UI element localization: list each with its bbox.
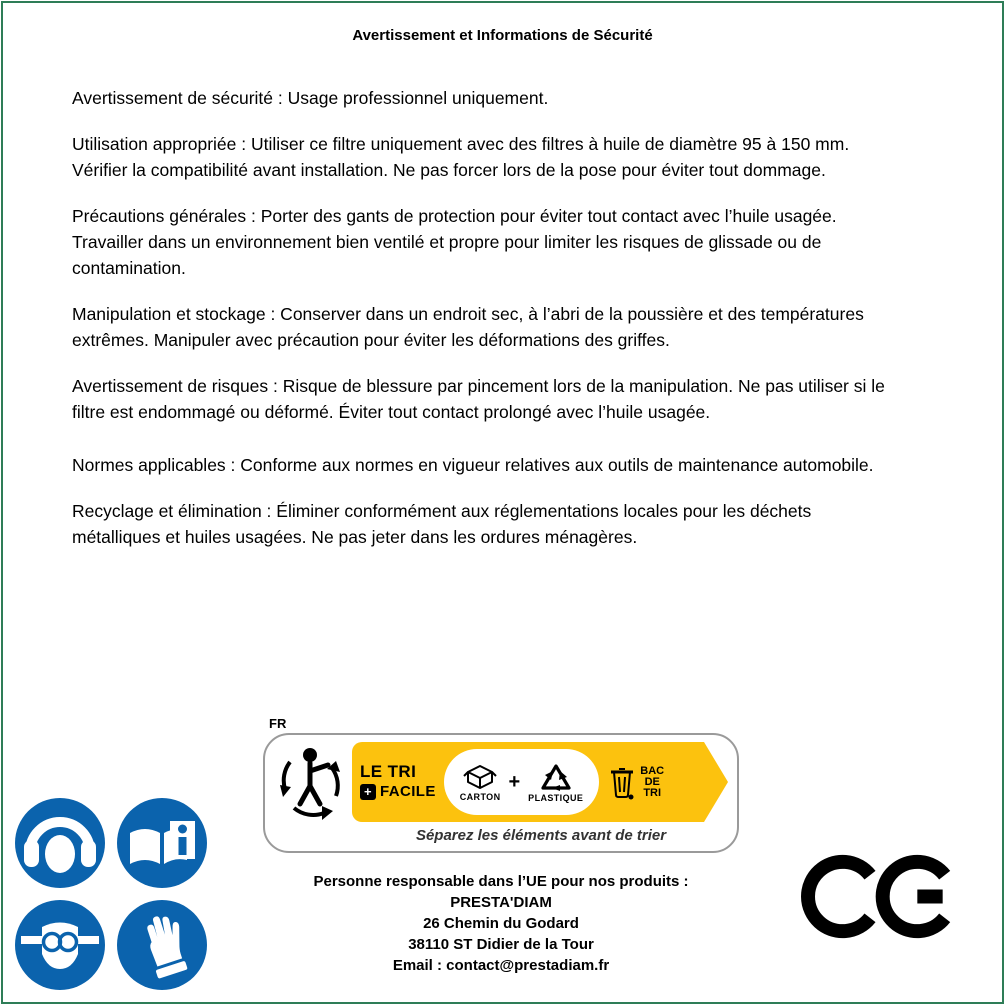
safety-paragraphs	[72, 85, 890, 570]
mandatory-pictograms	[13, 796, 209, 992]
separez-note: Séparez les éléments avant de trier	[415, 827, 667, 844]
paragraph-recyclage-elimination: Recyclage et élimination : Éliminer conformément aux réglementations locales pour les déchets métalliques et huiles usagées. Ne pas jeter dans les ordures ménagères.	[72, 501, 812, 547]
plastique-material: PLASTIQUE	[528, 761, 583, 803]
eu-responsible-contact	[263, 871, 739, 976]
paragraph-normes-applicables: Normes applicables : Conforme aux normes en vigueur relatives aux outils de maintenance automobile.	[72, 455, 874, 475]
bac-de-tri	[599, 764, 666, 800]
wear-ear-protection-icon	[13, 796, 107, 890]
carton-material: CARTON	[460, 762, 501, 802]
cardboard-box-icon	[463, 762, 497, 790]
contact-email: Email : contact@prestadiam.fr	[392, 957, 610, 974]
contact-street: 26 Chemin du Godard	[423, 915, 579, 932]
contact-city: 38110 ST Didier de la Tour	[408, 936, 594, 953]
wear-protective-gloves-icon	[115, 898, 209, 992]
contact-heading: Personne responsable dans l’UE pour nos produits :	[313, 873, 689, 890]
infotri-block	[263, 716, 739, 853]
materials-pill	[444, 749, 600, 815]
paragraph-avertissement-risques: Avertissement de risques : Risque de blessure par pincement lors de la manipulation. Ne pas utiliser si le filtre est endommagé ou déformé. Éviter tout contact prolongé avec l’huile usagée.	[72, 376, 885, 422]
plus-icon: +	[360, 784, 376, 800]
paragraph-precautions-generales: Précautions générales : Porter des gants de protection pour éviter tout contact avec l’huile usagée. Travailler dans un environnement bien ventilé et propre pour limiter les risques de glissade ou de contamination.	[72, 206, 837, 278]
fr-label: FR	[269, 716, 287, 731]
infotri-box	[263, 733, 739, 853]
page-title: Avertissement et Informations de Sécurité	[352, 27, 653, 44]
contact-company: PRESTA'DIAM	[450, 894, 552, 911]
bac-de-tri-label: BAC DE TRI	[640, 764, 665, 799]
plus-separator: +	[508, 770, 521, 793]
infotri-banner	[352, 742, 728, 822]
le-tri-facile-label: LE TRI + FACILE	[360, 762, 436, 800]
recycling-triangle-icon	[539, 761, 573, 791]
ce-marking-icon	[800, 853, 960, 945]
paragraph-utilisation-appropriee: Utilisation appropriée : Utiliser ce filtre uniquement avec des filtres à huile de diamètre 95 à 150 mm. Vérifier la compatibilité avant installation. Ne pas forcer lors de la pose pour éviter tout dommage.	[72, 134, 850, 180]
banner-arrow-tip	[704, 742, 728, 822]
wear-eye-protection-icon	[13, 898, 107, 992]
read-instructions-icon	[115, 796, 209, 890]
triman-icon	[274, 742, 352, 822]
sorting-bin-icon	[609, 764, 635, 800]
paragraph-manipulation-stockage: Manipulation et stockage : Conserver dans un endroit sec, à l’abri de la poussière et des températures extrêmes. Manipuler avec précaution pour éviter les déformations des griffes.	[72, 304, 864, 350]
paragraph-avertissement-securite: Avertissement de sécurité : Usage professionnel uniquement.	[72, 88, 549, 108]
